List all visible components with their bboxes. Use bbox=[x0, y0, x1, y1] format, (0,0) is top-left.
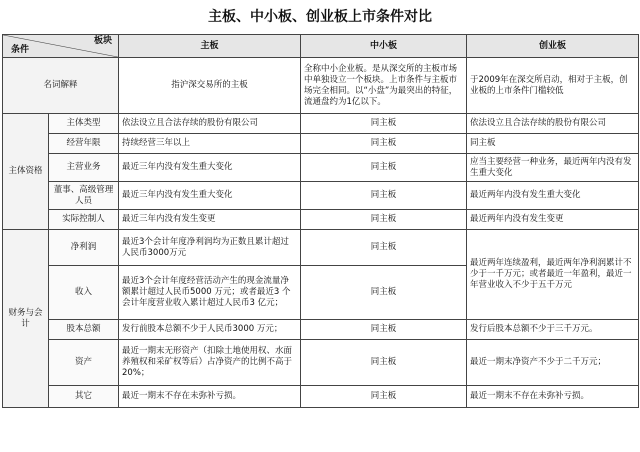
cell-gem: 依法设立且合法存续的股份有限公司 bbox=[467, 114, 639, 134]
group-label-qualification: 主体资格 bbox=[3, 114, 49, 230]
page-title: 主板、中小板、创业板上市条件对比 bbox=[208, 9, 432, 25]
row-label: 资产 bbox=[49, 340, 119, 386]
cell-main: 依法设立且合法存续的股份有限公司 bbox=[119, 114, 301, 134]
header-main-board: 主板 bbox=[119, 35, 301, 58]
cell-gem: 同主板 bbox=[467, 134, 639, 154]
cell-main: 持续经营三年以上 bbox=[119, 134, 301, 154]
row-label: 主营业务 bbox=[49, 154, 119, 182]
row-label: 董事、高级管理人员 bbox=[49, 182, 119, 210]
header-corner-cell bbox=[3, 35, 119, 58]
comparison-table bbox=[2, 34, 639, 408]
cell-sme: 同主板 bbox=[301, 340, 467, 386]
cell-gem: 应当主要经营一种业务，最近两年内没有发生重大变化 bbox=[467, 154, 639, 182]
table-row bbox=[3, 386, 639, 408]
row-label: 实际控制人 bbox=[49, 210, 119, 230]
cell-sme: 同主板 bbox=[301, 114, 467, 134]
table-row bbox=[3, 230, 639, 266]
table-row bbox=[3, 182, 639, 210]
table-row bbox=[3, 340, 639, 386]
cell-sme: 同主板 bbox=[301, 266, 467, 320]
cell-main: 指沪深交易所的主板 bbox=[119, 58, 301, 114]
row-label: 其它 bbox=[49, 386, 119, 408]
header-sme-board: 中小板 bbox=[301, 35, 467, 58]
header-corner-plate: 板块 bbox=[93, 36, 112, 46]
row-label-definition: 名词解释 bbox=[3, 58, 119, 114]
cell-gem: 最近一期末不存在未弥补亏损。 bbox=[467, 386, 639, 408]
table-row bbox=[3, 114, 639, 134]
table-row bbox=[3, 154, 639, 182]
cell-main: 最近一期末不存在未弥补亏损。 bbox=[119, 386, 301, 408]
table-row bbox=[3, 134, 639, 154]
cell-gem: 最近一期末净资产不少于二千万元； bbox=[467, 340, 639, 386]
row-label: 收入 bbox=[49, 266, 119, 320]
row-label: 股本总额 bbox=[49, 320, 119, 340]
cell-sme: 同主板 bbox=[301, 386, 467, 408]
cell-main: 最近3个会计年度净利润均为正数且累计超过人民币3000万元 bbox=[119, 230, 301, 266]
cell-sme: 全称中小企业板。是从深交所的主板市场中单独设立一个板块。上市条件与主板市场完全相同。以“小盘”为最突出的特征，流通盘约为1亿以下。 bbox=[301, 58, 467, 114]
cell-main: 最近3个会计年度经营活动产生的现金流量净额累计超过人民币5000 万元；或者最近3 个会计年度营业收入累计超过人民币3 亿元； bbox=[119, 266, 301, 320]
table-row bbox=[3, 58, 639, 114]
group-label-finance: 财务与会计 bbox=[3, 230, 49, 408]
row-label: 主体类型 bbox=[49, 114, 119, 134]
cell-sme: 同主板 bbox=[301, 320, 467, 340]
cell-main: 最近三年内没有发生重大变化 bbox=[119, 182, 301, 210]
cell-sme: 同主板 bbox=[301, 182, 467, 210]
cell-sme: 同主板 bbox=[301, 134, 467, 154]
cell-main: 最近三年内没有发生变更 bbox=[119, 210, 301, 230]
cell-gem: 于2009年在深交所启动，相对于主板，创业板的上市条件门槛较低 bbox=[467, 58, 639, 114]
cell-gem: 最近两年内没有发生重大变化 bbox=[467, 182, 639, 210]
cell-sme: 同主板 bbox=[301, 230, 467, 266]
cell-sme: 同主板 bbox=[301, 154, 467, 182]
header-corner-condition: 条件 bbox=[11, 45, 30, 55]
cell-gem: 发行后股本总额不少于三千万元。 bbox=[467, 320, 639, 340]
table-header-row bbox=[3, 35, 639, 58]
cell-sme: 同主板 bbox=[301, 210, 467, 230]
cell-main: 发行前股本总额不少于人民币3000 万元； bbox=[119, 320, 301, 340]
cell-gem-profit-revenue: 最近两年连续盈利，最近两年净利润累计不少于一千万元；或者最近一年盈利，最近一年营业收入不少于五千万元 bbox=[467, 230, 639, 320]
cell-gem: 最近两年内没有发生变更 bbox=[467, 210, 639, 230]
cell-main: 最近一期末无形资产（扣除土地使用权、水面养殖权和采矿权等后）占净资产的比例不高于20%； bbox=[119, 340, 301, 386]
table-row bbox=[3, 320, 639, 340]
row-label: 经营年限 bbox=[49, 134, 119, 154]
row-label: 净利润 bbox=[49, 230, 119, 266]
cell-main: 最近三年内没有发生重大变化 bbox=[119, 154, 301, 182]
table-row bbox=[3, 210, 639, 230]
header-gem-board: 创业板 bbox=[467, 35, 639, 58]
